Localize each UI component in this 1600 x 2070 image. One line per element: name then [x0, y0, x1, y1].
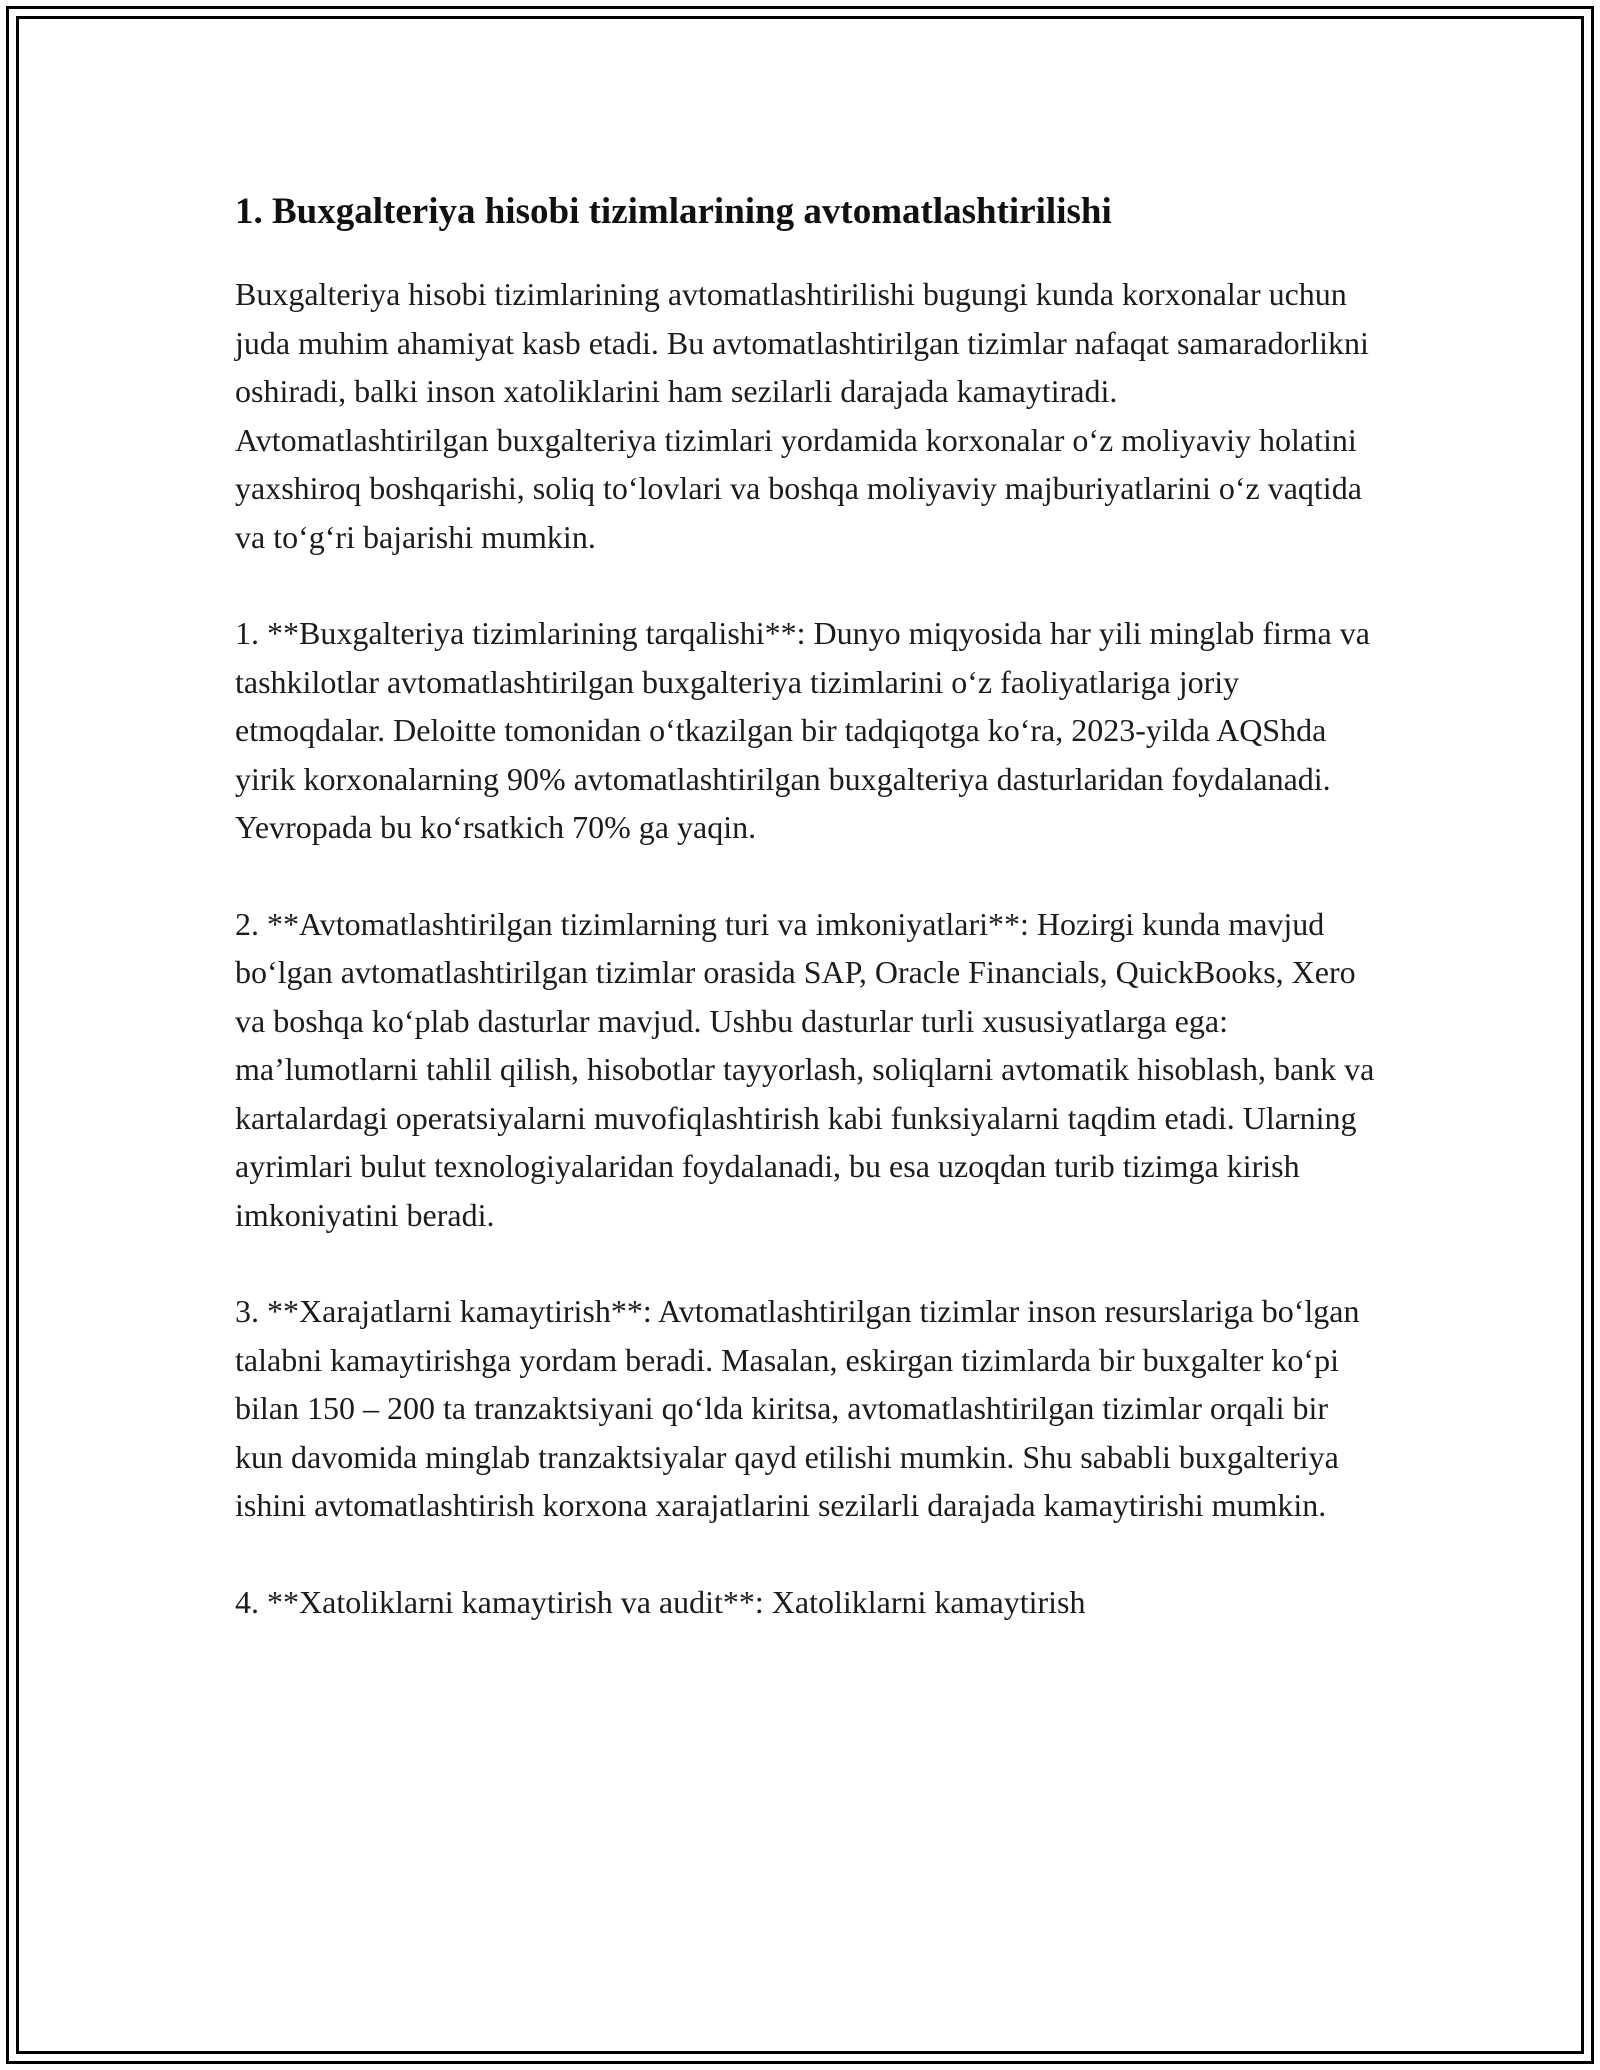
section-title: 1. Buxgalteriya hisobi tizimlarining avtomatlashtirilishi [235, 191, 1112, 232]
paragraph-item-1: 1. **Buxgalteriya tizimlarining tarqalishi**: Dunyo miqyosida har yili minglab firma va tashkilotlar avtomatlashtirilgan buxgalteriya tizimlarini o‘z faoliyatlariga joriy etmoqdalar. Deloitte tomonidan o‘tkazilgan bir tadqiqotga ko‘ra, 2023-yilda AQShda yirik korxonalarning 90% avtomatlashtirilgan buxgalteriya dasturlaridan foydalanadi. Yevropada bu ko‘rsatkich 70% ga yaqin. [235, 615, 1370, 845]
paragraph-item-4: 4. **Xatoliklarni kamaytirish va audit**: Xatoliklarni kamaytirish [235, 1583, 1086, 1620]
paragraph-item-3: 3. **Xarajatlarni kamaytirish**: Avtomatlashtirilgan tizimlar inson resurslariga bo‘lgan talabni kamaytirishga yordam beradi. Masalan, eskirgan tizimlarda bir buxgalter ko‘pi bilan 150 – 200 ta tranzaktsiyani qo‘lda kiritsa, avtomatlashtirilgan tizimlar orqali bir kun davomida minglab tranzaktsiyalar qayd etilishi mumkin. Shu sababli buxgalteriya ishini avtomatlashtirish korxona xarajatlarini sezilarli darajada kamaytirishi mumkin. [235, 1293, 1360, 1523]
document-body [235, 188, 1375, 1674]
paragraph-item-2: 2. **Avtomatlashtirilgan tizimlarning turi va imkoniyatlari**: Hozirgi kunda mavjud bo‘lgan avtomatlashtirilgan tizimlar orasida SAP, Oracle Financials, QuickBooks, Xero va boshqa ko‘plab dasturlar mavjud. Ushbu dasturlar turli xususiyatlarga ega: ma’lumotlarni tahlil qilish, hisobotlar tayyorlash, soliqlarni avtomatik hisoblash, bank va kartalardagi operatsiyalarni muvofiqlashtirish kabi funksiyalarni taqdim etadi. Ularning ayrimlari bulut texnologiyalaridan foydalanadi, bu esa uzoqdan turib tizimga kirish imkoniyatini beradi. [235, 905, 1375, 1233]
paragraph-intro: Buxgalteriya hisobi tizimlarining avtomatlashtirilishi bugungi kunda korxonalar uchun juda muhim ahamiyat kasb etadi. Bu avtomatlashtirilgan tizimlar nafaqat samaradorlikni oshiradi, balki inson xatoliklarini ham sezilarli darajada kamaytiradi. Avtomatlashtirilgan buxgalteriya tizimlari yordamida korxonalar o‘z moliyaviy holatini yaxshiroq boshqarishi, soliq to‘lovlari va boshqa moliyaviy majburiyatlarini o‘z vaqtida va to‘g‘ri bajarishi mumkin. [235, 276, 1369, 555]
